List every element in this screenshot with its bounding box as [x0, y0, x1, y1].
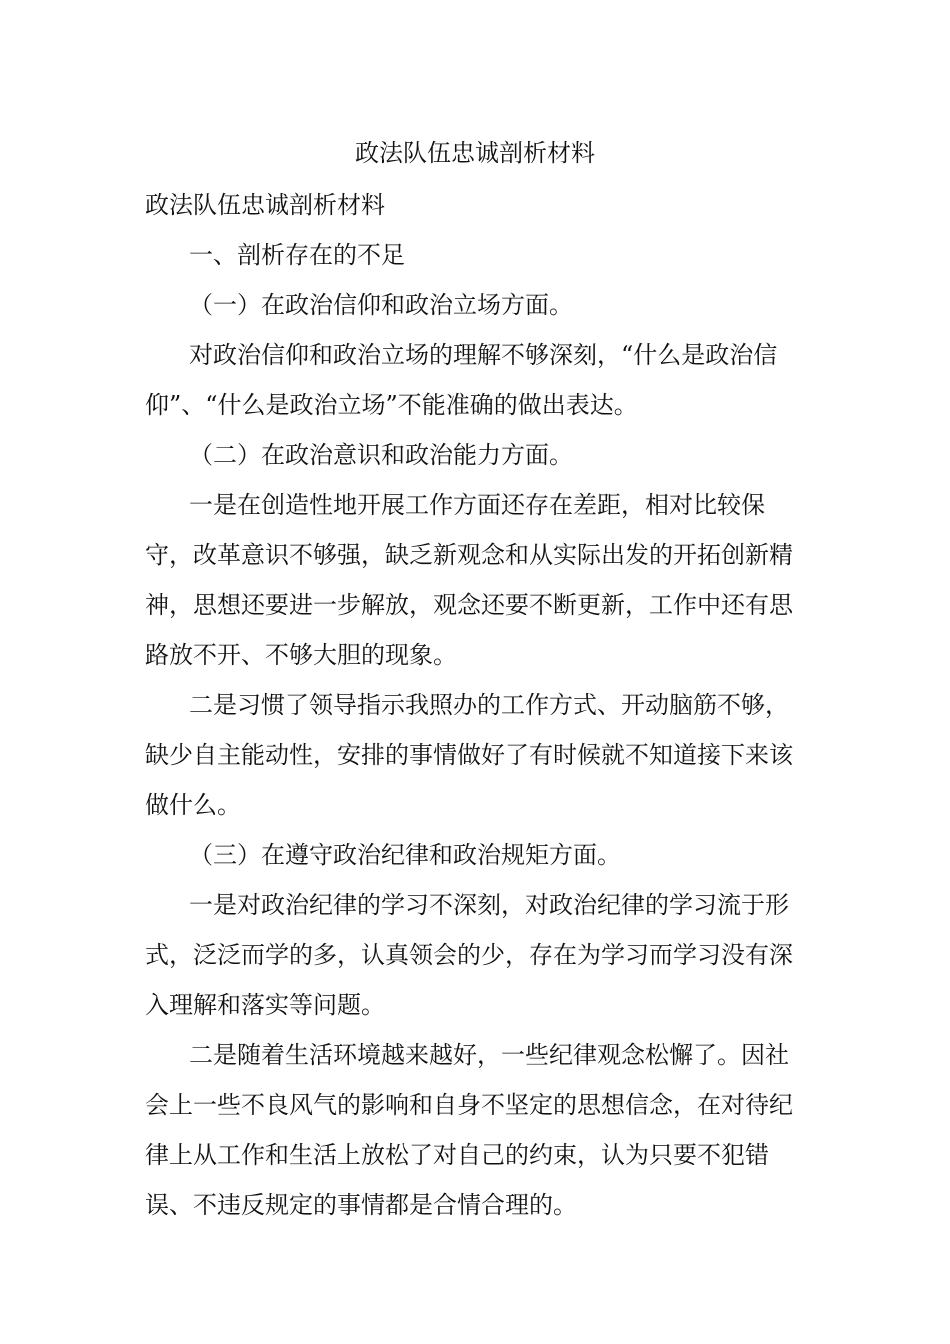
subsection-heading-1: （一）在政治信仰和政治立场方面。	[189, 291, 573, 319]
document-title: 政法队伍忠诚剖析材料	[355, 139, 595, 167]
subsection-heading-3: （三）在遵守政治纪律和政治规矩方面。	[189, 841, 621, 869]
paragraph-3: 二是习惯了领导指示我照办的工作方式、开动脑筋不够，缺少自主能动性，安排的事情做好了有时候就不知道接下来该做什么。	[145, 691, 793, 819]
paragraph-2: 一是在创造性地开展工作方面还存在差距，相对比较保守，改革意识不够强，缺乏新观念和从实际出发的开拓创新精神，思想还要进一步解放，观念还要不断更新，工作中还有思路放不开、不够大胆的现象。	[145, 491, 793, 669]
section-heading-1: 一、剖析存在的不足	[189, 241, 405, 269]
document-subtitle: 政法队伍忠诚剖析材料	[145, 191, 385, 219]
paragraph-5: 二是随着生活环境越来越好，一些纪律观念松懈了。因社会上一些不良风气的影响和自身不坚定的思想信念，在对待纪律上从工作和生活上放松了对自己的约束，认为只要不犯错误、不违反规定的事情都是合情合理的。	[145, 1041, 793, 1219]
paragraph-1: 对政治信仰和政治立场的理解不够深刻，“什么是政治信仰”、“什么是政治立场”不能准确的做出表达。	[145, 341, 778, 419]
paragraph-4: 一是对政治纪律的学习不深刻，对政治纪律的学习流于形式，泛泛而学的多，认真领会的少，存在为学习而学习没有深入理解和落实等问题。	[145, 891, 793, 1019]
subsection-heading-2: （二）在政治意识和政治能力方面。	[189, 441, 573, 469]
document-body	[145, 180, 810, 1230]
